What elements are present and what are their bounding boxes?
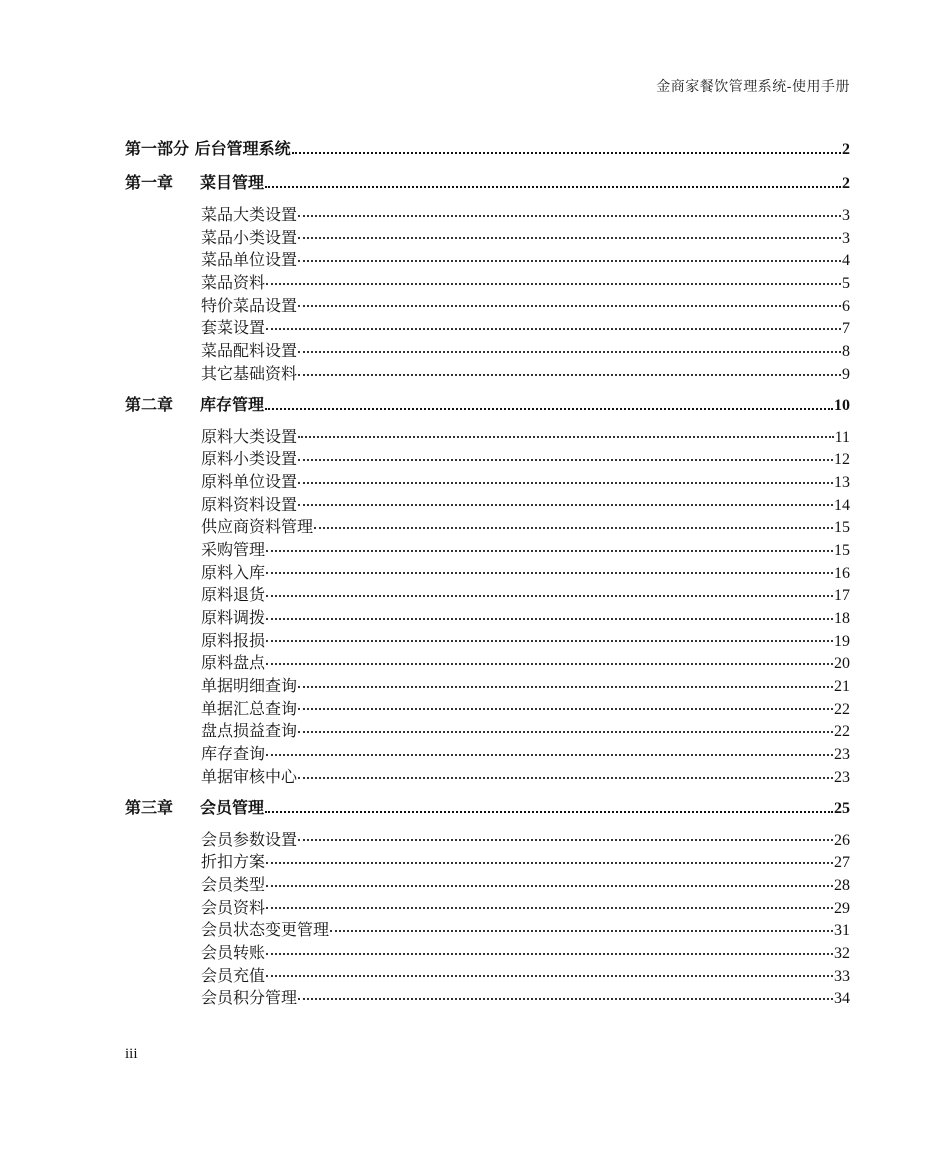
toc-item-page: 15 bbox=[834, 519, 850, 537]
toc-item-entry[interactable] bbox=[125, 315, 850, 338]
toc-item-label: 盘点损益查询 bbox=[201, 721, 298, 741]
toc-part-entry[interactable] bbox=[125, 136, 850, 162]
toc-leader-dots bbox=[266, 594, 833, 597]
toc-item-label: 单据明细查询 bbox=[201, 676, 298, 696]
toc-item-page: 28 bbox=[834, 876, 850, 894]
toc-item-label: 会员积分管理 bbox=[201, 988, 298, 1008]
toc-leader-dots bbox=[314, 526, 833, 529]
toc-leader-dots bbox=[330, 929, 833, 932]
toc-leader-dots bbox=[266, 753, 833, 756]
toc-item-entry[interactable] bbox=[125, 338, 850, 361]
toc-item-page: 21 bbox=[834, 678, 850, 696]
toc-leader-dots bbox=[266, 327, 841, 330]
toc-item-entry[interactable] bbox=[125, 673, 850, 696]
toc-chapter-title: 库存管理 bbox=[200, 394, 265, 414]
toc-item-entry[interactable] bbox=[125, 985, 850, 1008]
toc-item-label: 原料入库 bbox=[201, 562, 266, 582]
toc-leader-dots bbox=[298, 304, 841, 307]
toc-item-label: 会员充值 bbox=[201, 965, 266, 985]
toc-leader-dots bbox=[266, 861, 833, 864]
toc-item-entry[interactable] bbox=[125, 895, 850, 918]
toc-item-label: 原料报损 bbox=[201, 630, 266, 650]
toc-chapter-label bbox=[125, 170, 264, 193]
toc-leader-dots bbox=[266, 282, 841, 285]
toc-item-entry[interactable] bbox=[125, 628, 850, 651]
toc-item-page: 4 bbox=[842, 252, 850, 270]
toc-item-label: 单据审核中心 bbox=[201, 766, 298, 786]
toc-chapter-label bbox=[125, 392, 264, 415]
toc-chapter-label bbox=[125, 795, 264, 818]
toc-item-page: 13 bbox=[834, 473, 850, 491]
toc-leader-dots bbox=[298, 214, 841, 217]
toc-item-label: 菜品配料设置 bbox=[201, 341, 298, 361]
toc-item-label: 原料调拨 bbox=[201, 608, 266, 627]
toc-item-entry[interactable] bbox=[125, 582, 850, 605]
toc-item-page: 3 bbox=[842, 229, 850, 247]
toc-item-entry[interactable] bbox=[125, 537, 850, 560]
toc-item-entry[interactable] bbox=[125, 940, 850, 963]
toc-item-label: 原料单位设置 bbox=[201, 471, 298, 491]
toc-item-entry[interactable] bbox=[125, 849, 850, 872]
toc-item-page: 7 bbox=[842, 320, 850, 338]
toc-item-label: 特价菜品设置 bbox=[201, 295, 298, 315]
toc-item-label: 菜品单位设置 bbox=[201, 250, 298, 270]
toc-leader-dots bbox=[298, 481, 833, 484]
toc-leader-dots bbox=[298, 707, 833, 710]
toc-leader-dots bbox=[298, 373, 841, 376]
toc-item-page: 20 bbox=[834, 655, 850, 673]
toc-item-page: 32 bbox=[834, 944, 850, 962]
toc-item-label: 会员转账 bbox=[201, 942, 266, 962]
toc-item-label: 原料盘点 bbox=[201, 653, 266, 673]
toc-item-page: 15 bbox=[834, 541, 850, 559]
toc-leader-dots bbox=[266, 549, 833, 552]
toc-item-page: 9 bbox=[842, 365, 850, 383]
toc-item-label: 会员状态变更管理 bbox=[201, 920, 330, 940]
toc-chapter-page: 10 bbox=[834, 396, 850, 414]
toc-item-entry[interactable] bbox=[125, 247, 850, 270]
toc-item-page: 29 bbox=[834, 899, 850, 917]
toc-item-entry[interactable] bbox=[125, 605, 850, 628]
toc-item-page: 23 bbox=[834, 768, 850, 786]
toc-item-entry[interactable] bbox=[125, 514, 850, 537]
toc-item-label: 原料资料设置 bbox=[201, 494, 298, 514]
toc-chapter-number: 第一章 bbox=[125, 173, 174, 192]
toc-item-entry[interactable] bbox=[125, 872, 850, 895]
toc-chapter-page: 2 bbox=[842, 175, 850, 192]
toc-item-page: 23 bbox=[834, 746, 850, 764]
toc-item-page: 17 bbox=[834, 587, 850, 605]
toc-item-label: 库存查询 bbox=[201, 744, 266, 764]
toc-item-page: 3 bbox=[842, 207, 850, 224]
toc-chapter-title: 会员管理 bbox=[200, 797, 265, 817]
toc-item-entry[interactable] bbox=[125, 917, 850, 940]
toc-leader-dots bbox=[298, 838, 833, 841]
toc-leader-dots bbox=[266, 617, 833, 620]
toc-item-label: 采购管理 bbox=[201, 539, 266, 559]
toc-item-entry[interactable] bbox=[125, 225, 850, 248]
toc-item-entry[interactable] bbox=[125, 650, 850, 673]
toc-item-entry[interactable] bbox=[125, 827, 850, 850]
toc-item-entry[interactable] bbox=[125, 424, 850, 447]
toc-item-page: 31 bbox=[834, 922, 850, 940]
toc-leader-dots bbox=[298, 503, 833, 506]
toc-item-page: 6 bbox=[842, 297, 850, 315]
toc-item-page: 22 bbox=[834, 723, 850, 741]
toc-item-label: 原料大类设置 bbox=[201, 426, 298, 446]
toc-item-label: 单据汇总查询 bbox=[201, 698, 298, 718]
toc-item-page: 16 bbox=[834, 564, 850, 582]
toc-item-label: 会员资料 bbox=[201, 897, 266, 917]
toc-item-entry[interactable] bbox=[125, 718, 850, 741]
toc-chapter-title: 菜目管理 bbox=[200, 173, 265, 192]
toc-item-entry[interactable] bbox=[125, 963, 850, 986]
toc-leader-dots bbox=[265, 810, 833, 813]
toc-leader-dots bbox=[266, 662, 833, 665]
toc-chapter-entry[interactable] bbox=[125, 795, 850, 821]
toc-item-entry[interactable] bbox=[125, 361, 850, 384]
toc-item-label: 菜品小类设置 bbox=[201, 227, 298, 247]
toc-chapter-number: 第三章 bbox=[125, 797, 174, 817]
toc-chapter-entry[interactable] bbox=[125, 170, 850, 196]
toc-item-entry[interactable] bbox=[125, 492, 850, 515]
toc-item-entry[interactable] bbox=[125, 764, 850, 787]
toc-part-label: 第一部分 后台管理系统 bbox=[125, 139, 291, 158]
toc-item-entry[interactable] bbox=[125, 446, 850, 469]
toc-item-label: 会员类型 bbox=[201, 874, 266, 894]
toc-chapter-number: 第二章 bbox=[125, 394, 174, 414]
toc-leader-dots bbox=[266, 974, 833, 977]
toc-item-label: 菜品资料 bbox=[201, 273, 266, 293]
toc-item-page: 34 bbox=[834, 990, 850, 1008]
toc-item-page: 27 bbox=[834, 854, 850, 872]
toc-leader-dots bbox=[266, 952, 833, 955]
toc-leader-dots bbox=[298, 259, 841, 262]
toc-leader-dots bbox=[265, 185, 841, 188]
toc-item-page: 8 bbox=[842, 343, 850, 361]
toc-item-entry[interactable] bbox=[125, 560, 850, 583]
toc-leader-dots bbox=[298, 997, 833, 1000]
toc-item-entry[interactable] bbox=[125, 202, 850, 225]
toc-item-entry[interactable] bbox=[125, 741, 850, 764]
toc-leader-dots bbox=[298, 776, 833, 779]
toc-item-page: 14 bbox=[834, 496, 850, 514]
toc-item-page: 19 bbox=[834, 632, 850, 650]
toc-leader-dots bbox=[266, 571, 833, 574]
toc-item-page: 18 bbox=[834, 610, 850, 627]
toc-leader-dots bbox=[298, 730, 833, 733]
page-number: iii bbox=[125, 1046, 138, 1062]
toc-item-entry[interactable] bbox=[125, 469, 850, 492]
toc-item-page: 33 bbox=[834, 967, 850, 985]
toc-item-page: 22 bbox=[834, 700, 850, 718]
toc-item-entry[interactable] bbox=[125, 270, 850, 293]
toc-leader-dots bbox=[298, 350, 841, 353]
toc-chapter-entry[interactable] bbox=[125, 392, 850, 418]
toc-item-label: 菜品大类设置 bbox=[201, 205, 298, 224]
table-of-contents bbox=[125, 136, 850, 1008]
toc-item-label: 会员参数设置 bbox=[201, 829, 298, 849]
toc-leader-dots bbox=[266, 884, 833, 887]
toc-item-label: 供应商资料管理 bbox=[201, 517, 314, 537]
toc-chapters bbox=[125, 170, 850, 1008]
toc-leader-dots bbox=[298, 435, 834, 438]
toc-part-page: 2 bbox=[842, 141, 850, 158]
toc-leader-dots bbox=[292, 151, 841, 154]
toc-item-label: 其它基础资料 bbox=[201, 363, 298, 383]
toc-leader-dots bbox=[298, 458, 833, 461]
toc-item-entry[interactable] bbox=[125, 293, 850, 316]
toc-item-page: 26 bbox=[834, 831, 850, 849]
toc-item-label: 折扣方案 bbox=[201, 852, 266, 872]
toc-chapter-page: 25 bbox=[834, 799, 850, 817]
toc-item-label: 原料退货 bbox=[201, 585, 266, 605]
toc-item-page: 11 bbox=[834, 428, 850, 446]
toc-leader-dots bbox=[266, 639, 833, 642]
toc-leader-dots bbox=[266, 906, 833, 909]
toc-leader-dots bbox=[265, 407, 833, 410]
toc-item-page: 5 bbox=[842, 275, 850, 293]
toc-leader-dots bbox=[298, 685, 833, 688]
toc-item-label: 套菜设置 bbox=[201, 318, 266, 338]
toc-item-entry[interactable] bbox=[125, 696, 850, 719]
toc-item-page: 12 bbox=[834, 451, 850, 469]
toc-leader-dots bbox=[298, 236, 841, 239]
page-header-title: 金商家餐饮管理系统-使用手册 bbox=[656, 79, 850, 95]
toc-item-label: 原料小类设置 bbox=[201, 449, 298, 469]
